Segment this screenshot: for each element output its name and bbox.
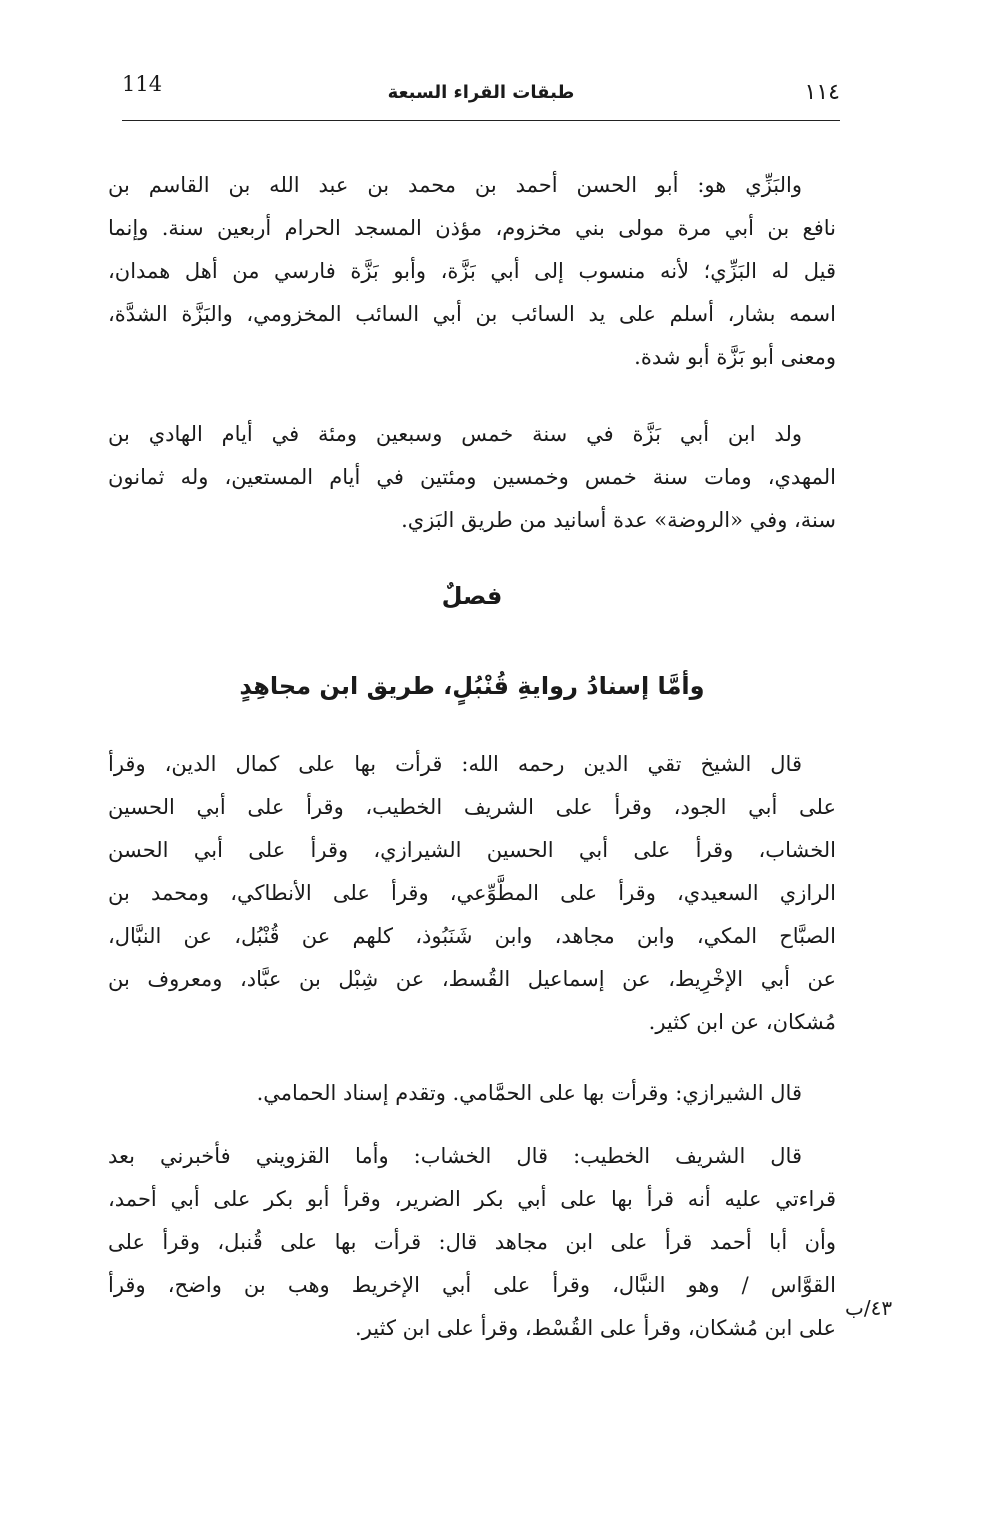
text-line: ومعنى أبو بَزَّة أبو شدة. <box>634 345 836 369</box>
text-line: نافع بن أبي مرة مولى بني مخزوم، مؤذن المسجد الحرام أربعين سنة. وإنما <box>108 216 836 240</box>
text-line: ولد ابن أبي بَزَّة في سنة خمس وسبعين ومئة في أيام الهادي بن <box>108 422 802 446</box>
text-line: مُشكان، عن ابن كثير. <box>648 1010 836 1034</box>
page-number-arabic: ١١٤ <box>804 80 840 105</box>
text-line: سنة، وفي «الروضة» عدة أسانيد من طريق البَزي. <box>401 508 836 532</box>
text-line: على أبي الجود، وقرأ على الشريف الخطيب، وقرأ على أبي الحسين <box>108 795 836 819</box>
text-line: وأن أبا أحمد قرأ على ابن مجاهد قال: قرأت بها على قُنبل، وقرأ على <box>108 1230 836 1254</box>
text-line: الخشاب، وقرأ على أبي الحسين الشيرازي، وقرأ على أبي الحسن <box>108 838 836 862</box>
text-line: الصبَّاح المكي، وابن مجاهد، وابن شَنَبُوذ، كلهم عن قُنْبُل، عن النبَّال، <box>108 924 836 948</box>
section-subtitle: وأمَّا إسنادُ روايةِ قُنْبُلٍ، طريق ابن مجاهِدٍ <box>239 672 705 700</box>
paragraph-bazzi-birth <box>108 413 836 542</box>
manuscript-folio-note: ٤٣/ب <box>845 1296 893 1320</box>
paragraph-bazzi-bio <box>108 164 836 379</box>
section-title: فصلٌ <box>441 582 503 610</box>
text-line: القوَّاس / وهو النبَّال، وقرأ على أبي الإخريط وهب بن واضح، وقرأ <box>108 1273 836 1297</box>
text-line: المهدي، ومات سنة خمس وخمسين ومئتين في أيام المستعين، وله ثمانون <box>108 465 836 489</box>
paragraph-sharif-khatib <box>108 1135 836 1350</box>
text-line: قراءتي عليه أنه قرأ بها على أبي بكر الضرير، وقرأ أبو بكر على أبي أحمد، <box>108 1187 836 1211</box>
text-line: قال الشيرازي: وقرأت بها على الحمَّامي. وتقدم إسناد الحمامي. <box>256 1081 802 1105</box>
text-line: والبَزِّي هو: أبو الحسن أحمد بن محمد بن عبد الله بن القاسم بن <box>108 173 802 197</box>
text-line: على ابن مُشكان، وقرأ على القُسْط، وقرأ على ابن كثير. <box>355 1316 836 1340</box>
running-title: طبقات القراء السبعة <box>387 82 575 103</box>
header-rule <box>122 120 840 121</box>
text-line: قال الشريف الخطيب: قال الخشاب: وأما القزويني فأخبرني بعد <box>108 1144 802 1168</box>
text-line: قيل له البَزِّي؛ لأنه منسوب إلى أبي بَزَّة، وأبو بَزَّة فارسي من أهل همدان، <box>108 259 836 283</box>
text-line: قال الشيخ تقي الدين رحمه الله: قرأت بها على كمال الدين، وقرأ <box>108 752 802 776</box>
text-line: الرازي السعيدي، وقرأ على المطَّوِّعي، وقرأ على الأنطاكي، ومحمد بن <box>108 881 836 905</box>
text-line: اسمه بشار، أسلم على يد السائب بن أبي السائب المخزومي، والبَزَّة الشدَّة، <box>108 302 836 326</box>
page-header <box>122 72 840 124</box>
text-line: عن أبي الإخْرِيط، عن إسماعيل القُسط، عن شِبْل بن عبَّاد، ومعروف بن <box>108 967 836 991</box>
paragraph-qunbul-isnad <box>108 743 836 1044</box>
paragraph-shirazi <box>108 1072 836 1115</box>
page-number-latin: 114 <box>122 72 163 96</box>
